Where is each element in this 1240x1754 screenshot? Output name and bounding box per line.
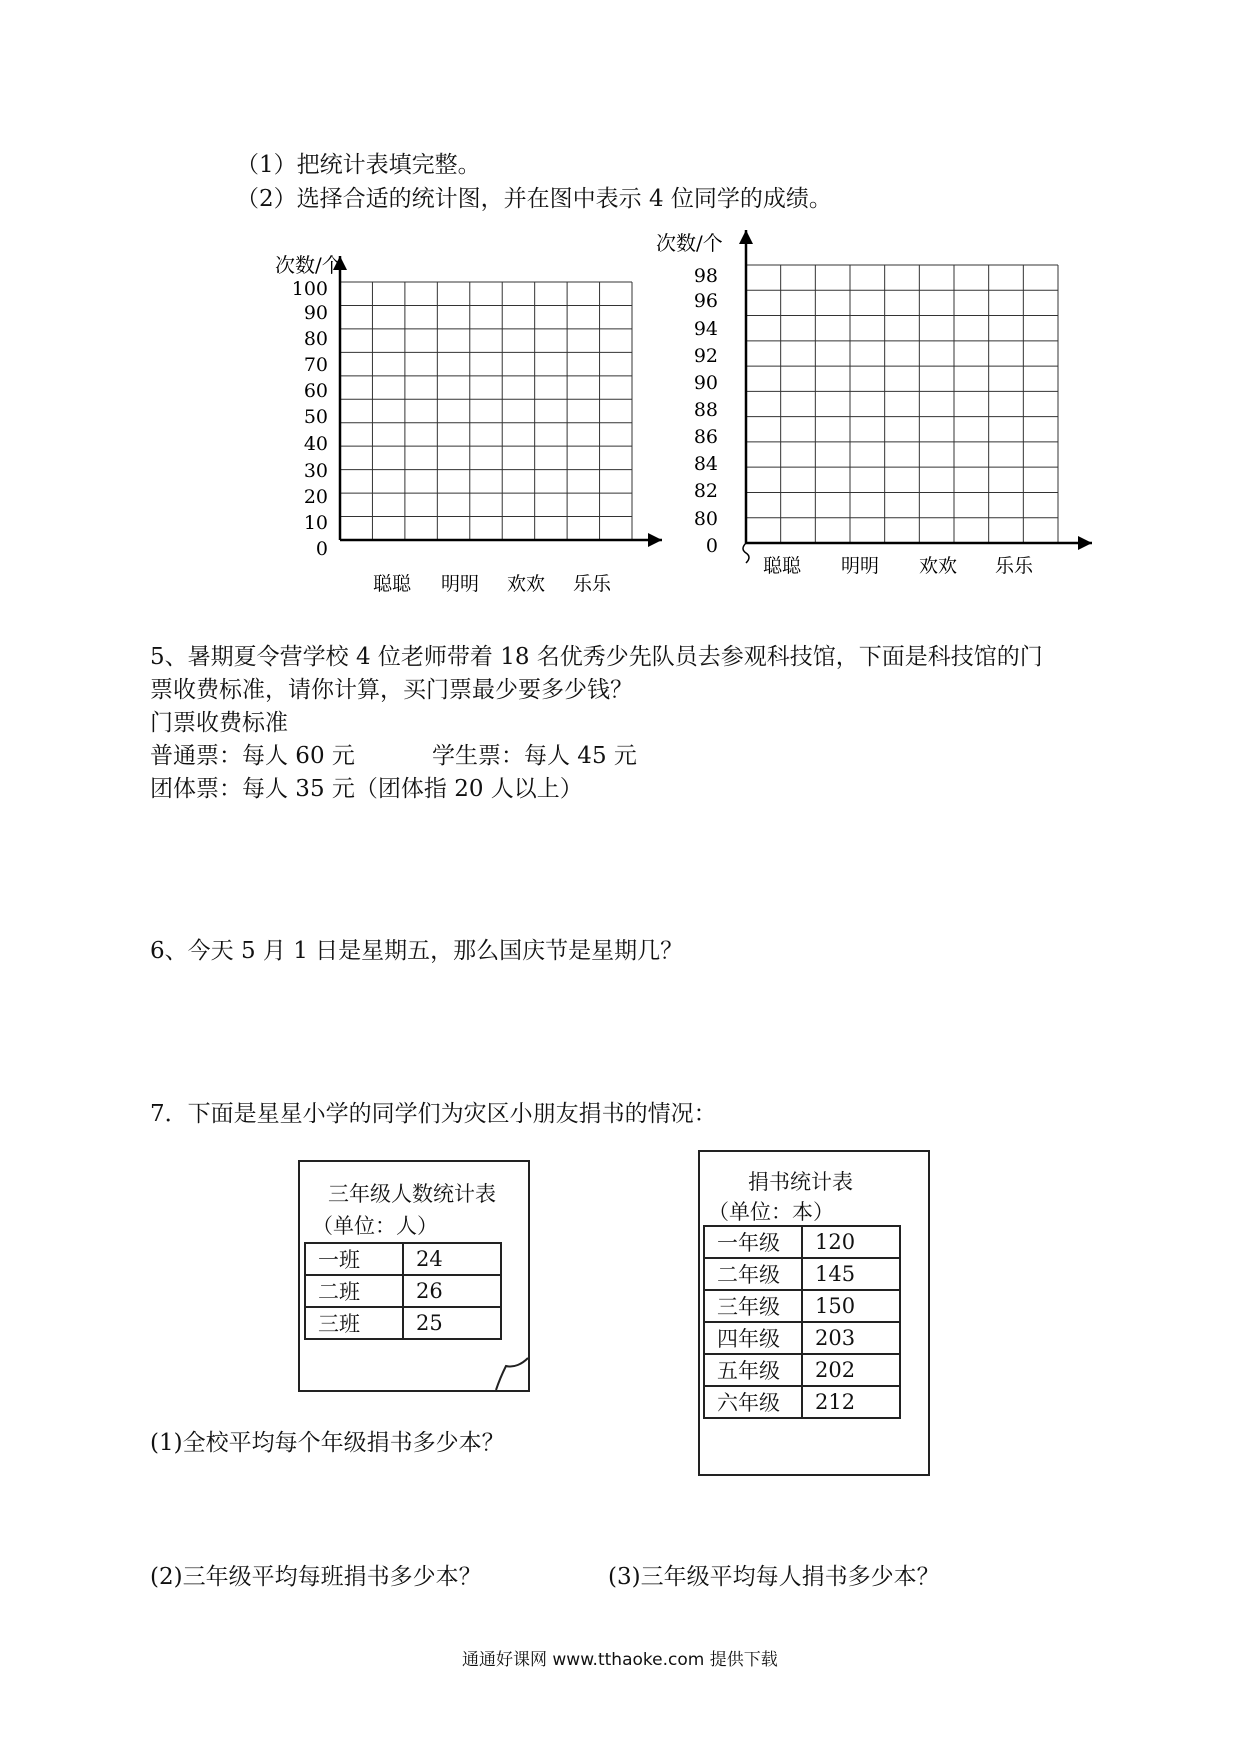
donation-table-row (704, 1258, 900, 1290)
q7-intro: 7．下面是星星小学的同学们为灾区小朋友捐书的情况： (150, 1101, 717, 1127)
grade3-table-value-cell: 26 (403, 1275, 501, 1307)
y-tick-label: 92 (693, 345, 718, 367)
y-tick-label: 100 (291, 278, 328, 300)
q5-header: 门票收费标准 (150, 710, 288, 736)
q5-group: 团体票：每人 35 元（团体指 20 人以上） (150, 776, 583, 802)
q5-line2: 票收费标准，请你计算，买门票最少要多少钱？ (150, 677, 633, 703)
donation-table-row (704, 1354, 900, 1386)
footer-credit: 通通好课网 www.tthaoke.com 提供下载 (462, 1650, 778, 1670)
grade3-table-title: 三年级人数统计表 (328, 1182, 496, 1206)
x-category-label: 明明 (840, 555, 880, 577)
donation-table-unit: （单位：本） (708, 1200, 834, 1224)
grade3-table-row (305, 1307, 501, 1339)
donation-table-label-cell: 六年级 (704, 1386, 802, 1418)
y-tick-label: 90 (693, 372, 718, 394)
x-axis-arrow (1078, 536, 1092, 550)
donation-table-value-cell: 203 (802, 1322, 900, 1354)
y-axis-label: 次数/个 (275, 253, 342, 277)
grade3-headcount-table (304, 1242, 502, 1340)
grade3-table-label-cell: 二班 (305, 1275, 403, 1307)
y-tick-label: 40 (303, 433, 328, 455)
donation-table-value-cell: 145 (802, 1258, 900, 1290)
grade3-table-row (305, 1275, 501, 1307)
donation-table-label-cell: 三年级 (704, 1290, 802, 1322)
y-tick-label: 84 (693, 453, 718, 475)
q7-sub2: (2)三年级平均每班捐书多少本？ (150, 1564, 482, 1590)
q4-item1: （1）把统计表填完整。 (236, 152, 481, 178)
donation-table-row (704, 1290, 900, 1322)
grade3-table-label-cell: 一班 (305, 1243, 403, 1275)
donation-table-label-cell: 五年级 (704, 1354, 802, 1386)
book-donation-card (698, 1150, 930, 1476)
y-tick-label: 94 (693, 318, 718, 340)
donation-table-label-cell: 四年级 (704, 1322, 802, 1354)
y-tick-label: 98 (693, 265, 718, 287)
grade3-table-row (305, 1243, 501, 1275)
donation-table-row (704, 1386, 900, 1418)
y-tick-label: 88 (693, 399, 718, 421)
y-tick-label: 80 (693, 508, 718, 530)
y-tick-label: 96 (693, 290, 718, 312)
grade3-table-value-cell: 25 (403, 1307, 501, 1339)
donation-table-value-cell: 120 (802, 1226, 900, 1258)
q6-text: 6、今天 5 月 1 日是星期五，那么国庆节是星期几？ (150, 938, 684, 964)
x-category-label: 乐乐 (572, 573, 612, 595)
x-category-label: 聪聪 (372, 573, 412, 595)
y-tick-label: 70 (303, 354, 328, 376)
q5-student: 学生票：每人 45 元 (432, 743, 637, 769)
charts-svg (0, 0, 1240, 640)
x-category-label: 欢欢 (506, 573, 546, 595)
q5-normal: 普通票：每人 60 元 (150, 743, 355, 769)
y-axis-label: 次数/个 (656, 231, 723, 255)
donation-table-value-cell: 150 (802, 1290, 900, 1322)
y-tick-label: 86 (693, 426, 718, 448)
y-tick-label: 30 (303, 460, 328, 482)
donation-table-row (704, 1322, 900, 1354)
q4-item2: （2）选择合适的统计图，并在图中表示 4 位同学的成绩。 (236, 186, 832, 212)
q7-sub3: (3)三年级平均每人捐书多少本？ (608, 1564, 940, 1590)
y-tick-label: 0 (705, 535, 718, 557)
grade3-table-label-cell: 三班 (305, 1307, 403, 1339)
donation-table-value-cell: 212 (802, 1386, 900, 1418)
x-category-label: 乐乐 (994, 555, 1034, 577)
x-category-label: 欢欢 (918, 555, 958, 577)
grade3-headcount-card (298, 1160, 530, 1392)
donation-table-label-cell: 二年级 (704, 1258, 802, 1290)
q5-line1: 5、暑期夏令营学校 4 位老师带着 18 名优秀少先队员去参观科技馆，下面是科技馆的门 (150, 644, 1043, 670)
y-tick-label: 90 (303, 302, 328, 324)
donation-table-label-cell: 一年级 (704, 1226, 802, 1258)
donation-table-title: 捐书统计表 (748, 1170, 853, 1194)
axis-break-mark (743, 543, 749, 563)
book-donation-table (703, 1225, 901, 1419)
y-tick-label: 60 (303, 380, 328, 402)
y-tick-label: 50 (303, 406, 328, 428)
chart-1-bar-grid (275, 253, 662, 595)
x-axis-arrow (648, 533, 662, 547)
chart-2-line-grid (656, 230, 1092, 577)
x-category-label: 明明 (440, 573, 480, 595)
y-axis-arrow (739, 230, 753, 244)
donation-table-value-cell: 202 (802, 1354, 900, 1386)
y-tick-label: 82 (693, 480, 718, 502)
donation-table-row (704, 1226, 900, 1258)
y-tick-label: 20 (303, 486, 328, 508)
x-category-label: 聪聪 (762, 555, 802, 577)
y-tick-label: 0 (315, 538, 328, 560)
q7-sub1: (1)全校平均每个年级捐书多少本？ (150, 1430, 505, 1456)
grade3-table-unit: （单位：人） (312, 1214, 438, 1238)
grade3-table-value-cell: 24 (403, 1243, 501, 1275)
y-tick-label: 80 (303, 328, 328, 350)
y-tick-label: 10 (303, 512, 328, 534)
